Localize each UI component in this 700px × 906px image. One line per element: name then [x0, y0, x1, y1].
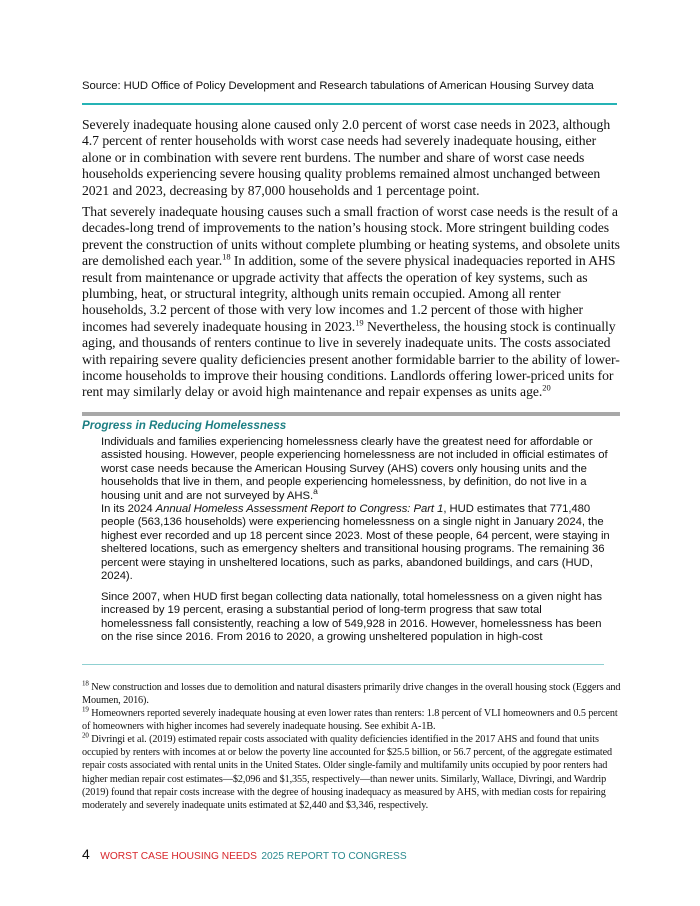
paragraph-text: In its 2024 — [101, 503, 156, 515]
footnote-20 — [82, 733, 622, 812]
exhibit-source-note: Source: HUD Office of Policy Development and Research tabulations of American Housing Survey data — [82, 80, 594, 92]
paragraph-text: Individuals and families experiencing homelessness clearly have the greatest need for affordable or assisted housing. However, people experiencing homelessness are not included in official estimates of worst case needs because the American Housing Survey (AHS) covers only housing units and the households that live in them, and people experiencing homelessness, by definition, do not live in a housing unit and are not surveyed by AHS. — [101, 436, 608, 502]
footer-report-title: WORST CASE HOUSING NEEDS — [100, 851, 257, 862]
page-footer — [82, 846, 407, 864]
paragraph-text: , HUD estimates that 771,480 people (563,136 households) were experiencing homelessness on a single night in January 2024, the highest ever recorded and up 18 percent since 2023. Most of these people, 64 percent, were staying in sheltered locations, such as emergency shelters and transitional housing programs. The remaining 36 percent were staying in unsheltered locations, such as parks, abandoned buildings, and cars (HUD, 2024). — [101, 503, 610, 583]
sidebar-box-title: Progress in Reducing Homelessness — [82, 419, 287, 432]
body-paragraph-1: Severely inadequate housing alone caused only 2.0 percent of worst case needs in 2023, although 4.7 percent of renter households with worst case needs had severely inadequate housing, either alone or in combination with severe rent burdens. The number and share of worst case needs households experiencing severe housing quality problems remained almost unchanged between 2021 and 2023, decreasing by 87,000 households and 1 percentage point. — [82, 117, 611, 198]
footnote-ref-18[interactable]: 18 — [222, 251, 231, 262]
sidebar-paragraph-2 — [101, 503, 613, 583]
footnote-ref-19[interactable]: 19 — [355, 317, 364, 328]
sidebar-box-top-bar — [82, 412, 620, 416]
footnote-ref-20[interactable]: 20 — [542, 382, 551, 393]
footnote-separator — [82, 664, 604, 665]
footnote-18 — [82, 681, 622, 707]
footer-report-subtitle: 2025 REPORT TO CONGRESS — [261, 851, 407, 862]
sidebar-paragraph-1 — [101, 436, 613, 503]
body-paragraph-2 — [82, 204, 622, 401]
footnote-text: New construction and losses due to demolition and natural disasters primarily drive changes in the overall housing stock (Eggers and Moumen, 2016). — [82, 682, 621, 707]
footnote-number: 20 — [82, 731, 89, 740]
report-title: Annual Homeless Assessment Report to Congress: Part 1 — [155, 503, 444, 515]
page-number: 4 — [82, 846, 90, 862]
footnote-text: Homeowners reported severely inadequate housing at even lower rates than renters: 1.8 percent of VLI homeowners and 0.5 percent of homeowners with higher incomes had severely inadequate housing. See exhibit A-1B. — [82, 708, 618, 733]
paragraph-text: Nevertheless, the housing stock is continually aging, and thousands of renters continue to live in severely inadequate units. The costs associated with repairing severe quality deficiencies present another formidable barrier to the ability of lower-income households to improve their housing conditions. Landlords offering lower-priced units for rent may similarly delay or avoid high maintenance and repair expenses as units age. — [82, 318, 620, 400]
footnote-number: 18 — [82, 679, 89, 688]
footnote-19 — [82, 707, 622, 733]
footnote-text: Divringi et al. (2019) estimated repair costs associated with quality deficiencies identified in the 2017 AHS and found that units occupied by renters with incomes at or below the poverty line accounted for $25.5 billion, or 56.7 percent, of the aggregate estimated repair costs associated with rental units in the United States. Older single-family and multifamily units occupied by poor renters had higher median repair cost estimates—$2,096 and $1,355, respectively—than newer units. Similarly, Wallace, Divringi, and Wardrip (2019) found that repair costs increase with the degree of housing inadequacy as measured by AHS, with median costs for repairing moderately and severely inadequate units estimated at $2,440 and $3,346, respectively. — [82, 734, 613, 812]
sidebar-paragraph-3: Since 2007, when HUD first began collecting data nationally, total homelessness on a given night has increased by 19 percent, erasing a substantial period of long-term progress that saw total homelessness fall consistently, reaching a low of 549,928 in 2016. However, homelessness has been on the rise since 2016. From 2016 to 2020, a growing unsheltered population in high-cost — [101, 591, 602, 644]
footnote-number: 19 — [82, 705, 89, 714]
sidebar-note-ref[interactable]: a — [313, 485, 318, 496]
paragraph-text: In addition, some of the severe physical inadequacies reported in AHS result from maintenance or upgrade activity that affects the operation of key systems, such as plumbing, heat, or structural integrity, although units remain occupied. Among all renter households, 3.2 percent of those with very low incomes and 1.2 percent of those with higher incomes had severely inadequate housing in 2023. — [82, 253, 616, 334]
paragraph-text: That severely inadequate housing causes such a small fraction of worst case needs is the result of a decades-long trend of improvements to the nation’s housing stock. More stringent building codes prevent the construction of units without complete plumbing or heating systems, and obsolete units are demolished each year. — [82, 204, 620, 269]
exhibit-divider — [82, 103, 617, 105]
